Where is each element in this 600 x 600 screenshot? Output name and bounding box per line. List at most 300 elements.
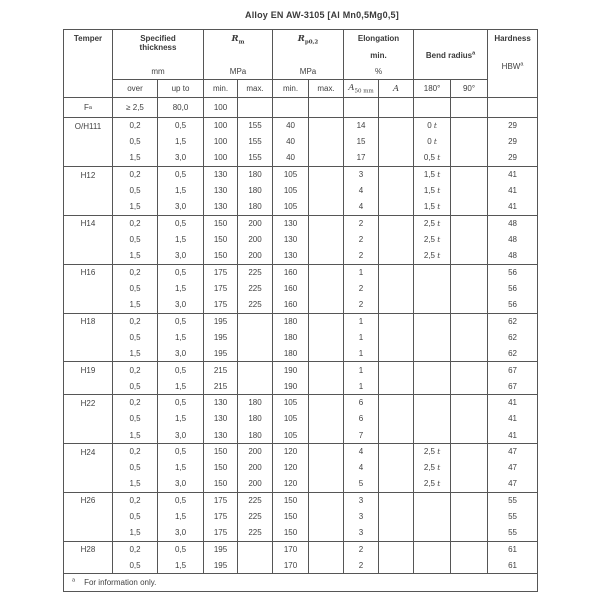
cell-over: ≥ 2,5	[113, 98, 158, 118]
cell-b90	[451, 280, 488, 296]
table-row-h14-2	[64, 232, 538, 248]
cell-b90	[451, 313, 488, 329]
cell-a50: 4	[344, 199, 379, 215]
cell-hbw: 29	[488, 150, 538, 166]
cell-rp_min: 150	[273, 509, 309, 525]
cell-a	[379, 329, 414, 345]
cell-rm_min: 130	[204, 395, 238, 411]
footnote-text: For information only.	[84, 578, 157, 588]
cell-over: 0,2	[113, 541, 158, 557]
elongation-unit: %	[374, 67, 383, 76]
cell-b90	[451, 378, 488, 394]
cell-rp_max	[309, 313, 344, 329]
cell-upto: 1,5	[158, 134, 204, 150]
cell-upto: 1,5	[158, 378, 204, 394]
cell-upto: 1,5	[158, 558, 204, 574]
subheader-over: over	[113, 80, 158, 98]
cell-rp_min: 105	[273, 395, 309, 411]
cell-over: 1,5	[113, 199, 158, 215]
cell-rm_min: 150	[204, 215, 238, 231]
cell-a50: 7	[344, 427, 379, 443]
cell-rp_min: 160	[273, 264, 309, 280]
cell-over: 0,2	[113, 215, 158, 231]
table-row-h14-1	[64, 215, 538, 231]
cell-rm_min: 195	[204, 329, 238, 345]
table-row-h12-1	[64, 166, 538, 182]
cell-b90	[451, 232, 488, 248]
cell-b180: 1,5 t	[414, 166, 451, 182]
cell-a	[379, 362, 414, 378]
cell-a50: 6	[344, 411, 379, 427]
cell-rm_max	[238, 313, 273, 329]
cell-a	[379, 183, 414, 199]
temper-cell: H26	[64, 492, 113, 541]
temper-cell: H14	[64, 215, 113, 264]
cell-hbw: 55	[488, 492, 538, 508]
cell-rp_max	[309, 150, 344, 166]
temper-cell: H22	[64, 395, 113, 444]
cell-over: 0,2	[113, 313, 158, 329]
cell-a50	[344, 98, 379, 118]
cell-upto: 1,5	[158, 232, 204, 248]
cell-rm_max: 155	[238, 150, 273, 166]
cell-rm_min: 150	[204, 476, 238, 492]
cell-b180	[414, 329, 451, 345]
cell-rp_max	[309, 346, 344, 362]
cell-over: 0,2	[113, 166, 158, 182]
cell-rm_max	[238, 558, 273, 574]
cell-b90	[451, 199, 488, 215]
cell-upto: 0,5	[158, 118, 204, 134]
subheader-90deg: 90°	[451, 80, 488, 98]
cell-rm_min: 100	[204, 118, 238, 134]
cell-rm_min: 130	[204, 183, 238, 199]
cell-rp_max	[309, 215, 344, 231]
table-row-h14-3	[64, 248, 538, 264]
table-row-h18-2	[64, 329, 538, 345]
table-row-h22-1	[64, 395, 538, 411]
table-row-h24-1	[64, 443, 538, 459]
cell-rm_min: 150	[204, 460, 238, 476]
cell-a	[379, 346, 414, 362]
cell-over: 0,5	[113, 460, 158, 476]
cell-b90	[451, 346, 488, 362]
cell-a50: 3	[344, 492, 379, 508]
cell-a	[379, 411, 414, 427]
cell-b180	[414, 98, 451, 118]
cell-rm_min: 175	[204, 509, 238, 525]
cell-rp_max	[309, 297, 344, 313]
cell-rm_min: 195	[204, 541, 238, 557]
cell-upto: 1,5	[158, 411, 204, 427]
cell-rm_max: 225	[238, 525, 273, 541]
cell-rp_min: 40	[273, 134, 309, 150]
cell-rm_max	[238, 98, 273, 118]
cell-hbw: 41	[488, 395, 538, 411]
cell-rm_max	[238, 346, 273, 362]
table-title: Alloy EN AW-3105 [Al Mn0,5Mg0,5]	[245, 10, 399, 20]
cell-a50: 1	[344, 362, 379, 378]
cell-a50: 2	[344, 248, 379, 264]
cell-a	[379, 541, 414, 557]
cell-a50: 2	[344, 541, 379, 557]
cell-over: 0,5	[113, 183, 158, 199]
cell-rp_min: 105	[273, 411, 309, 427]
temper-cell: H19	[64, 362, 113, 395]
subheader-rp-max: max.	[309, 80, 344, 98]
cell-rp_min: 130	[273, 215, 309, 231]
cell-hbw: 61	[488, 541, 538, 557]
cell-b180	[414, 558, 451, 574]
cell-a	[379, 558, 414, 574]
cell-a	[379, 264, 414, 280]
cell-b180	[414, 411, 451, 427]
col-header-elongation	[344, 30, 414, 80]
subheader-a50mm: $A_{50 mm}$	[344, 80, 379, 98]
cell-b180: 2,5 t	[414, 215, 451, 231]
thickness-name: Specified thickness	[139, 34, 177, 52]
cell-upto: 1,5	[158, 183, 204, 199]
cell-rp_min: 170	[273, 558, 309, 574]
cell-a	[379, 492, 414, 508]
cell-rp_min: 130	[273, 248, 309, 264]
cell-b180: 1,5 t	[414, 183, 451, 199]
cell-upto: 0,5	[158, 492, 204, 508]
cell-a	[379, 118, 414, 134]
footnote-row	[64, 574, 538, 592]
cell-b180: 2,5 t	[414, 248, 451, 264]
cell-rp_min: 170	[273, 541, 309, 557]
cell-a50: 4	[344, 183, 379, 199]
cell-a50: 2	[344, 232, 379, 248]
footnote-marker: a	[72, 577, 76, 584]
footnote-cell	[64, 574, 538, 592]
cell-a	[379, 378, 414, 394]
subheader-180deg: 180°	[414, 80, 451, 98]
cell-upto: 0,5	[158, 166, 204, 182]
cell-b90	[451, 443, 488, 459]
cell-b90	[451, 362, 488, 378]
cell-rm_min: 175	[204, 280, 238, 296]
temper-cell: F a	[64, 98, 113, 118]
cell-hbw: 56	[488, 297, 538, 313]
cell-a	[379, 395, 414, 411]
cell-over: 0,5	[113, 280, 158, 296]
cell-over: 1,5	[113, 248, 158, 264]
cell-b180	[414, 313, 451, 329]
cell-a50: 4	[344, 443, 379, 459]
cell-upto: 1,5	[158, 509, 204, 525]
cell-b90	[451, 558, 488, 574]
cell-upto: 3,0	[158, 297, 204, 313]
hardness-name: Hardness	[494, 34, 531, 43]
cell-rp_max	[309, 183, 344, 199]
cell-rp_min: 105	[273, 183, 309, 199]
cell-a	[379, 525, 414, 541]
col-header-rm	[204, 30, 273, 80]
cell-over: 0,5	[113, 134, 158, 150]
cell-b90	[451, 329, 488, 345]
cell-upto: 0,5	[158, 395, 204, 411]
cell-upto: 0,5	[158, 215, 204, 231]
cell-rp_min: 180	[273, 329, 309, 345]
cell-a	[379, 443, 414, 459]
cell-a50: 17	[344, 150, 379, 166]
table-body	[64, 98, 538, 574]
cell-hbw: 56	[488, 280, 538, 296]
cell-rp_min: 120	[273, 443, 309, 459]
cell-upto: 0,5	[158, 313, 204, 329]
cell-b180: 1,5 t	[414, 199, 451, 215]
cell-upto: 3,0	[158, 150, 204, 166]
cell-rm_max: 155	[238, 134, 273, 150]
cell-rp_min: 150	[273, 525, 309, 541]
cell-upto: 3,0	[158, 199, 204, 215]
cell-rm_max: 200	[238, 443, 273, 459]
cell-over: 0,5	[113, 558, 158, 574]
cell-rm_max: 180	[238, 395, 273, 411]
cell-rp_max	[309, 411, 344, 427]
cell-a50: 15	[344, 134, 379, 150]
cell-rm_min: 100	[204, 134, 238, 150]
cell-hbw: 41	[488, 183, 538, 199]
cell-b90	[451, 525, 488, 541]
cell-a	[379, 232, 414, 248]
cell-rp_max	[309, 378, 344, 394]
cell-rm_min: 130	[204, 199, 238, 215]
cell-rp_min: 150	[273, 492, 309, 508]
cell-b180: 2,5 t	[414, 460, 451, 476]
cell-rm_max	[238, 362, 273, 378]
table-row-h26-1	[64, 492, 538, 508]
header-row-main	[64, 30, 538, 80]
cell-b90	[451, 134, 488, 150]
cell-rp_max	[309, 134, 344, 150]
cell-rp_max	[309, 264, 344, 280]
table-row-h18-3	[64, 346, 538, 362]
cell-rm_min: 175	[204, 492, 238, 508]
cell-upto: 3,0	[158, 248, 204, 264]
cell-hbw: 56	[488, 264, 538, 280]
cell-b180: 2,5 t	[414, 232, 451, 248]
cell-rp_min: 105	[273, 427, 309, 443]
cell-upto: 3,0	[158, 427, 204, 443]
cell-rp_min: 180	[273, 346, 309, 362]
cell-rp_min: 180	[273, 313, 309, 329]
cell-rm_max: 155	[238, 118, 273, 134]
cell-rm_min: 175	[204, 525, 238, 541]
cell-rp_max	[309, 443, 344, 459]
cell-rm_max: 180	[238, 166, 273, 182]
cell-a50: 1	[344, 378, 379, 394]
cell-b90	[451, 460, 488, 476]
cell-over: 1,5	[113, 476, 158, 492]
cell-hbw: 41	[488, 166, 538, 182]
table-row-h16-1	[64, 264, 538, 280]
cell-upto: 1,5	[158, 280, 204, 296]
cell-over: 1,5	[113, 427, 158, 443]
cell-upto: 3,0	[158, 476, 204, 492]
table-row-h28-2	[64, 558, 538, 574]
cell-rp_min: 190	[273, 362, 309, 378]
cell-hbw: 41	[488, 427, 538, 443]
cell-b180	[414, 264, 451, 280]
cell-a50: 1	[344, 329, 379, 345]
cell-rm_min: 100	[204, 150, 238, 166]
table-row-h22-3	[64, 427, 538, 443]
cell-over: 0,5	[113, 232, 158, 248]
cell-upto: 80,0	[158, 98, 204, 118]
cell-over: 0,2	[113, 362, 158, 378]
cell-rm_min: 175	[204, 264, 238, 280]
cell-over: 0,2	[113, 492, 158, 508]
cell-hbw: 48	[488, 215, 538, 231]
cell-over: 0,2	[113, 118, 158, 134]
cell-b180	[414, 362, 451, 378]
cell-b90	[451, 183, 488, 199]
cell-hbw: 62	[488, 346, 538, 362]
cell-upto: 0,5	[158, 264, 204, 280]
cell-rm_max: 200	[238, 232, 273, 248]
cell-rp_max	[309, 492, 344, 508]
table-row-h26-2	[64, 509, 538, 525]
cell-a	[379, 199, 414, 215]
cell-hbw: 29	[488, 134, 538, 150]
cell-b90	[451, 118, 488, 134]
table-row-h19-2	[64, 378, 538, 394]
cell-rm_min: 150	[204, 443, 238, 459]
cell-a50: 1	[344, 264, 379, 280]
cell-rp_max	[309, 362, 344, 378]
cell-hbw: 62	[488, 313, 538, 329]
bend-radius-name: Bend radius$^a$	[425, 49, 476, 60]
cell-rm_min: 100	[204, 98, 238, 118]
cell-b90	[451, 264, 488, 280]
cell-over: 1,5	[113, 346, 158, 362]
table-row-f-1	[64, 98, 538, 118]
cell-a50: 5	[344, 476, 379, 492]
table-row-h16-2	[64, 280, 538, 296]
cell-rp_max	[309, 558, 344, 574]
cell-over: 1,5	[113, 525, 158, 541]
cell-rm_max: 200	[238, 248, 273, 264]
cell-rm_max	[238, 541, 273, 557]
cell-b180	[414, 427, 451, 443]
cell-a50: 6	[344, 395, 379, 411]
cell-b90	[451, 297, 488, 313]
cell-hbw: 47	[488, 443, 538, 459]
cell-a	[379, 215, 414, 231]
table-row-h12-2	[64, 183, 538, 199]
cell-over: 0,2	[113, 395, 158, 411]
cell-b90	[451, 98, 488, 118]
cell-rp_max	[309, 427, 344, 443]
cell-over: 1,5	[113, 297, 158, 313]
cell-a50: 3	[344, 509, 379, 525]
cell-rm_min: 130	[204, 427, 238, 443]
cell-rm_min: 215	[204, 362, 238, 378]
cell-hbw: 61	[488, 558, 538, 574]
cell-b180	[414, 378, 451, 394]
cell-rp_max	[309, 232, 344, 248]
cell-a	[379, 150, 414, 166]
temper-cell: H18	[64, 313, 113, 362]
cell-b90	[451, 492, 488, 508]
rm-symbol: $R_m$	[231, 34, 245, 46]
cell-b90	[451, 150, 488, 166]
subheader-rp-min: min.	[273, 80, 309, 98]
cell-b90	[451, 509, 488, 525]
temper-cell: H28	[64, 541, 113, 574]
cell-upto: 0,5	[158, 362, 204, 378]
cell-rp_max	[309, 476, 344, 492]
cell-rp_max	[309, 525, 344, 541]
cell-rm_min: 195	[204, 558, 238, 574]
cell-a	[379, 427, 414, 443]
cell-rp_min: 130	[273, 232, 309, 248]
cell-b180: 0,5 t	[414, 150, 451, 166]
cell-rp_max	[309, 98, 344, 118]
cell-upto: 0,5	[158, 541, 204, 557]
cell-a	[379, 476, 414, 492]
cell-rm_max: 180	[238, 411, 273, 427]
elongation-name: Elongation	[357, 34, 400, 43]
cell-rm_min: 130	[204, 411, 238, 427]
cell-hbw: 55	[488, 525, 538, 541]
cell-rm_max: 200	[238, 460, 273, 476]
cell-hbw: 47	[488, 460, 538, 476]
cell-b180: 2,5 t	[414, 443, 451, 459]
cell-upto: 1,5	[158, 460, 204, 476]
cell-a50: 1	[344, 346, 379, 362]
cell-hbw: 41	[488, 411, 538, 427]
cell-over: 0,5	[113, 329, 158, 345]
subheader-upto: up to	[158, 80, 204, 98]
cell-hbw: 67	[488, 362, 538, 378]
cell-rp_min: 160	[273, 280, 309, 296]
cell-hbw: 48	[488, 232, 538, 248]
cell-rm_min: 150	[204, 232, 238, 248]
table-row-h12-3	[64, 199, 538, 215]
cell-rp_min: 120	[273, 460, 309, 476]
cell-rm_min: 130	[204, 166, 238, 182]
cell-rm_min: 175	[204, 297, 238, 313]
rp02-symbol: $R_{p0,2}$	[297, 34, 319, 46]
cell-a50: 3	[344, 166, 379, 182]
cell-b90	[451, 395, 488, 411]
cell-rp_max	[309, 248, 344, 264]
cell-hbw: 41	[488, 199, 538, 215]
cell-a	[379, 313, 414, 329]
cell-b180	[414, 541, 451, 557]
col-header-temper	[64, 30, 113, 98]
table-row-oh111-3	[64, 150, 538, 166]
cell-rp_min: 120	[273, 476, 309, 492]
cell-a50: 14	[344, 118, 379, 134]
cell-rm_max: 180	[238, 199, 273, 215]
cell-rm_max: 225	[238, 280, 273, 296]
cell-upto: 1,5	[158, 329, 204, 345]
subheader-rm-min: min.	[204, 80, 238, 98]
cell-rm_max: 225	[238, 264, 273, 280]
cell-rm_min: 215	[204, 378, 238, 394]
rp02-unit: MPa	[299, 67, 317, 76]
cell-b180	[414, 492, 451, 508]
cell-b90	[451, 541, 488, 557]
rm-unit: MPa	[229, 67, 247, 76]
cell-a	[379, 166, 414, 182]
cell-b90	[451, 166, 488, 182]
